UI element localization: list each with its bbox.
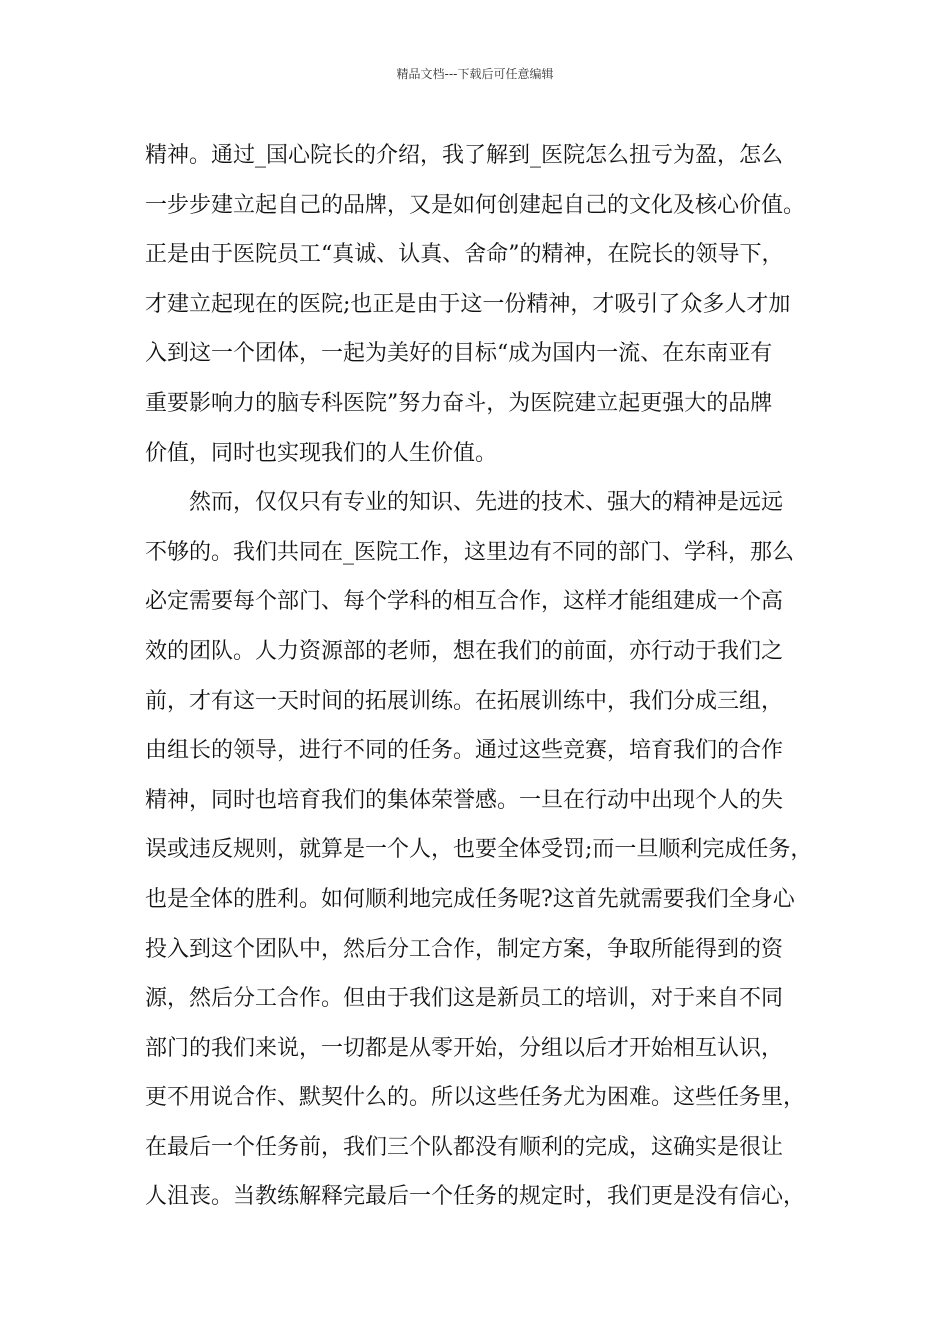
paragraph-1 (145, 131, 835, 478)
text-line: 重要影响力的脑专科医院”努力奋斗，为医院建立起更强大的品牌 (145, 390, 773, 416)
text-line: 不够的。我们共同在_医院工作，这里边有不同的部门、学科，那么 (145, 539, 795, 565)
text-line: 入到这一个团体，一起为美好的目标“成为国内一流、在东南亚有 (145, 341, 773, 367)
text-line: 效的团队。人力资源部的老师，想在我们的前面，亦行动于我们之 (145, 638, 784, 664)
text-line: 由组长的领导，进行不同的任务。通过这些竞赛，培育我们的合作 (145, 738, 784, 764)
text-line: 在最后一个任务前，我们三个队都没有顺利的完成，这确实是很让 (145, 1134, 784, 1160)
text-line: 也是全体的胜利。如何顺利地完成任务呢?这首先就需要我们全身心 (145, 886, 795, 912)
page-header: 精品文档---下载后可任意编辑 (396, 67, 554, 81)
text-line: 误或违反规则，就算是一个人，也要全体受罚;而一旦顺利完成任务， (145, 837, 813, 863)
text-line: 更不用说合作、默契什么的。所以这些任务尤为困难。这些任务里， (145, 1085, 806, 1111)
paragraph-2 (145, 478, 835, 1222)
text-line: 才建立起现在的医院;也正是由于这一份精神，才吸引了众多人才加 (145, 291, 791, 317)
text-line: 源，然后分工合作。但由于我们这是新员工的培训，对于来自不同 (145, 986, 784, 1012)
text-line: 一步步建立起自己的品牌，又是如何创建起自己的文化及核心价值。 (145, 192, 806, 218)
text-line: 正是由于医院员工“真诚、认真、舍命”的精神，在院长的领导下， (145, 242, 784, 268)
text-line: 价值，同时也实现我们的人生价值。 (145, 440, 498, 466)
text-line: 精神。通过_国心院长的介绍，我了解到_医院怎么扭亏为盈，怎么 (145, 143, 784, 168)
text-line: 必定需要每个部门、每个学科的相互合作，这样才能组建成一个高 (145, 589, 784, 615)
text-line: 部门的我们来说，一切都是从零开始，分组以后才开始相互认识， (145, 1035, 784, 1061)
text-line: 投入到这个团队中，然后分工合作，制定方案，争取所能得到的资 (145, 936, 784, 962)
text-line: 人沮丧。当教练解释完最后一个任务的规定时，我们更是没有信心， (145, 1184, 806, 1210)
text-line: 精神，同时也培育我们的集体荣誉感。一旦在行动中出现个人的失 (145, 787, 784, 813)
body-text (145, 131, 835, 1222)
text-line: 前，才有这一天时间的拓展训练。在拓展训练中，我们分成三组， (145, 688, 784, 714)
text-line: 然而，仅仅只有专业的知识、先进的技术、强大的精神是远远 (189, 490, 784, 516)
